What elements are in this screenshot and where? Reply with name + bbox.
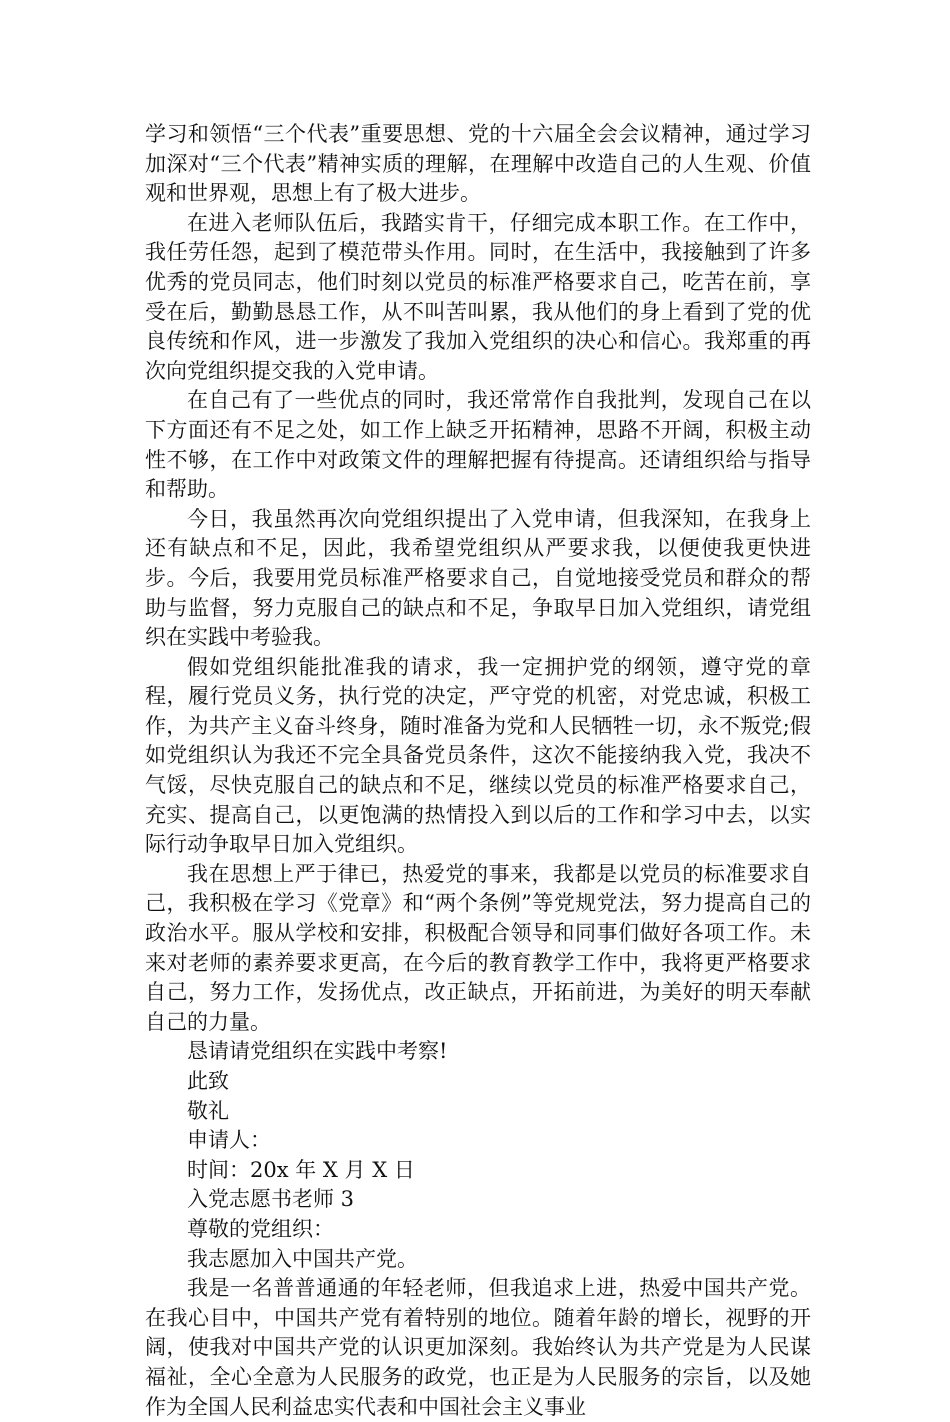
- section-title: 入党志愿书老师 3: [187, 1187, 355, 1212]
- paragraph-4: 今日，我虽然再次向党组织提出了入党申请，但我深知，在我身上还有缺点和不足，因此，我希望党组织从严要求我，以便使我更快进步。今后，我要用党员标准严格要求自己，自觉地接受党员和群众的帮助与监督，努力克服自己的缺点和不足，争取早日加入党组织，请党组织在实践中考验我。: [145, 506, 811, 650]
- closing-request-line: 恳请请党组织在实践中考察!: [187, 1039, 448, 1064]
- greeting-line: 尊敬的党组织：: [187, 1216, 334, 1241]
- intent-line: 我志愿加入中国共产党。: [187, 1246, 418, 1271]
- paragraph-final: 我是一名普普通通的年轻老师，但我追求上进，热爱中国共产党。在我心目中，中国共产党有着特别的地位。随着年龄的增长，视野的开阔，使我对中国共产党的认识更加深刻。我始终认为共产党是为人民谋福祉，全心全意为人民服务的政党，也正是为人民服务的宗旨，以及她作为全国人民利益忠实代表和中国社会主义事业: [145, 1276, 811, 1419]
- closing-regards-line: 敬礼: [187, 1098, 229, 1123]
- document-body: [145, 120, 811, 1422]
- applicant-line: 申请人：: [187, 1128, 271, 1153]
- paragraph-5: 假如党组织能批准我的请求，我一定拥护党的纲领，遵守党的章程，履行党员义务，执行党的决定，严守党的机密，对党忠诚，积极工作，为共产主义奋斗终身，随时准备为党和人民牺牲一切，永不叛党;假如党组织认为我还不完全具备党员条件，这次不能接纳我入党，我决不气馁，尽快克服自己的缺点和不足，继续以党员的标准严格要求自己，充实、提高自己，以更饱满的热情投入到以后的工作和学习中去，以实际行动争取早日加入党组织。: [145, 654, 811, 857]
- closing-salutation-line: 此致: [187, 1069, 229, 1093]
- date-line: 时间：20x 年 X 月 X 日: [187, 1157, 415, 1182]
- paragraph-6: 我在思想上严于律已，热爱党的事来，我都是以党员的标准要求自己，我积极在学习《党章》和“两个条例”等党规党法，努力提高自己的政治水平。服从学校和安排，积极配合领导和同事们做好各项工作。未来对老师的素养要求更高，在今后的教育教学工作中，我将更严格要求自己，努力工作，发扬优点，改正缺点，开拓前进，为美好的明天奉献自己的力量。: [145, 861, 811, 1034]
- paragraph-1: 学习和领悟“三个代表”重要思想、党的十六届全会会议精神，通过学习加深对“三个代表”精神实质的理解，在理解中改造自己的人生观、价值观和世界观，思想上有了极大进步。: [145, 122, 811, 206]
- paragraph-2: 在进入老师队伍后，我踏实肯干，仔细完成本职工作。在工作中，我任劳任怨，起到了模范带头作用。同时，在生活中，我接触到了许多优秀的党员同志，他们时刻以党员的标准严格要求自己，吃苦在前，享受在后，勤勤恳恳工作，从不叫苦叫累，我从他们的身上看到了党的优良传统和作风，进一步激发了我加入党组织的决心和信心。我郑重的再次向党组织提交我的入党申请。: [145, 210, 811, 383]
- paragraph-3: 在自己有了一些优点的同时，我还常常作自我批判，发现自己在以下方面还有不足之处，如工作上缺乏开拓精神，思路不开阔，积极主动性不够，在工作中对政策文件的理解把握有待提高。还请组织给与指导和帮助。: [145, 388, 811, 502]
